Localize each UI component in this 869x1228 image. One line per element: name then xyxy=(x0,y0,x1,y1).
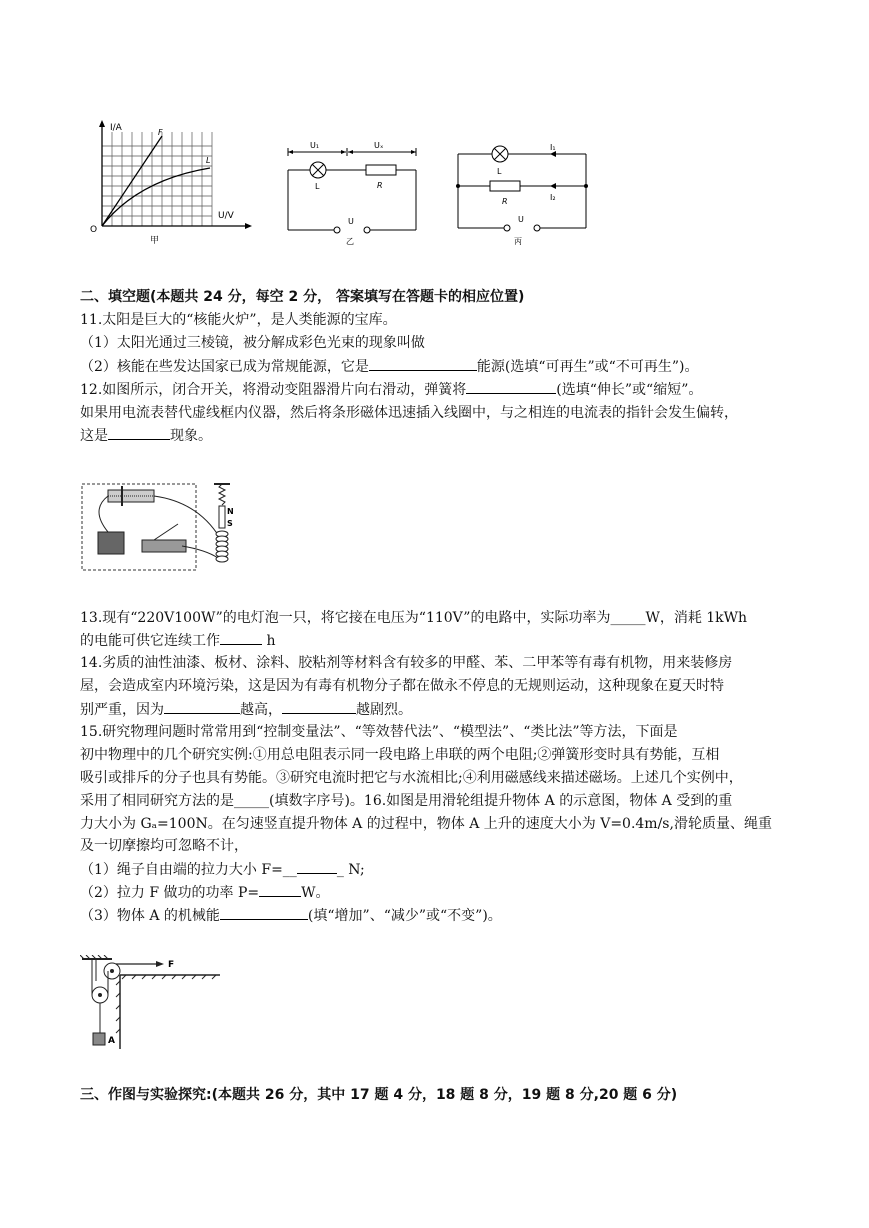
q16-part3-prefix: （3）物体 A 的机械能 xyxy=(80,908,220,924)
q16-part3 xyxy=(80,905,502,926)
answer-blank[interactable] xyxy=(220,630,262,645)
q13-text-c: h xyxy=(262,633,276,649)
y-axis-label: I/A xyxy=(110,123,122,133)
q16-part1 xyxy=(80,859,365,880)
q14-text-c: 别严重，因为 xyxy=(80,702,164,718)
series-circuit-figure xyxy=(282,138,422,250)
q14-line2: 屋，会造成室内环境污染，这是因为有毒有机物分子都在做永不停息的无规则运动，这种现象在夏天时特 xyxy=(80,678,724,694)
resistor-label: R xyxy=(377,181,383,190)
q12-text-b: (选填“伸长”或“缩短”。 xyxy=(556,382,703,398)
answer-blank[interactable] xyxy=(466,379,556,394)
q12-line2: 如果用电流表替代虚线框内仪器，然后将条形磁体迅速插入线圈中，与之相连的电流表的指针会发生偏转， xyxy=(80,405,738,421)
pulley-figure xyxy=(80,955,230,1051)
u1-label: U₁ xyxy=(310,141,320,150)
curve-l-label: L xyxy=(206,156,211,165)
lamp-label: L xyxy=(315,182,320,191)
q15-line5: 力大小为 Gₐ=100N。在匀速竖直提升物体 A 的过程中，物体 A 上升的速度大小为 V=0.4m/s,滑轮质量、绳重 xyxy=(80,816,772,832)
curve-f-label: F xyxy=(158,128,163,137)
q12-line1 xyxy=(80,379,702,400)
i1-label: I₁ xyxy=(550,143,556,152)
electromagnet-circuit-figure xyxy=(78,480,258,576)
x-axis-label: U/V xyxy=(218,211,234,221)
q11-part2-prefix: （2）核能在些发达国家已成为常规能源，它是 xyxy=(80,359,369,375)
section-2-heading: 二、填空题(本题共 24 分，每空 2 分， 答案填写在答题卡的相应位置) xyxy=(80,289,525,305)
switch xyxy=(142,540,186,552)
origin-label: O xyxy=(90,225,98,235)
q16-part1-prefix: （1）绳子自由端的拉力大小 F=__ xyxy=(80,862,297,878)
magnet-n-label: N xyxy=(227,507,234,516)
answer-blank[interactable] xyxy=(108,425,170,440)
q15-line6: 及一切摩擦均可忽略不计， xyxy=(80,838,248,854)
source-label: U xyxy=(348,217,354,226)
q16-part3-suffix: (填“增加”、“减少”或“不变”)。 xyxy=(307,908,502,924)
q16-part2-suffix: W。 xyxy=(301,885,330,901)
magnet-s-label: S xyxy=(227,519,233,528)
q12-text-e: 现象。 xyxy=(170,428,212,444)
battery xyxy=(98,532,124,554)
answer-blank[interactable] xyxy=(164,699,240,714)
figure-caption: 乙 xyxy=(346,237,354,246)
q16-part2-prefix: （2）拉力 F 做功的功率 P= xyxy=(80,885,260,901)
q15-line1: 15.研究物理问题时常常用到“控制变量法”、“等效替代法”、“模型法”、“类比法”等方法，下面是 xyxy=(80,724,678,740)
i2-label: I₂ xyxy=(550,193,556,202)
answer-blank[interactable] xyxy=(297,859,337,874)
parallel-circuit-figure xyxy=(450,140,592,250)
q12-text-a: 12.如图所示，闭合开关，将滑动变阻器滑片向右滑动，弹簧将 xyxy=(80,382,467,398)
answer-blank[interactable] xyxy=(259,882,301,897)
object-a-label: A xyxy=(108,1036,115,1046)
q11-part1: （1）太阳光通过三棱镜，被分解成彩色光束的现象叫做 xyxy=(80,335,425,351)
resistor-symbol xyxy=(366,165,396,175)
bar-magnet xyxy=(219,506,225,528)
q12-text-d: 这是 xyxy=(80,428,108,444)
answer-blank[interactable] xyxy=(282,699,356,714)
lamp-label: L xyxy=(497,167,502,176)
ux-label: Uₓ xyxy=(374,141,384,150)
figure-caption: 甲 xyxy=(150,236,160,246)
q13-text-b: 的电能可供它连续工作 xyxy=(80,633,220,649)
figure-caption: 丙 xyxy=(514,237,522,246)
q15-line2: 初中物理中的几个研究实例:①用总电阻表示同一段电路上串联的两个电阻;②弹簧形变时具有势能，互相 xyxy=(80,747,720,763)
source-label: U xyxy=(518,215,524,224)
object-a xyxy=(93,1033,105,1045)
answer-blank[interactable] xyxy=(369,356,477,371)
q13-line1: 13.现有“220V100W”的电灯泡一只，将它接在电压为“110V”的电路中，实际功率为_____W，消耗 1kWh xyxy=(80,610,748,626)
iu-graph-figure xyxy=(88,118,260,250)
resistor-label: R xyxy=(502,197,508,206)
q12-line3 xyxy=(80,425,212,446)
q16-part2 xyxy=(80,882,330,903)
q14-line3 xyxy=(80,699,412,720)
q11-part2-suffix: 能源(选填“可再生”或“不可再生”)。 xyxy=(476,359,699,375)
q14-text-e: 越剧烈。 xyxy=(356,702,412,718)
resistor-symbol xyxy=(490,181,520,191)
q11-stem: 11.太阳是巨大的“核能火炉”，是人类能源的宝库。 xyxy=(80,312,397,328)
answer-blank[interactable] xyxy=(220,905,308,920)
force-label: F xyxy=(168,960,175,970)
q16-part1-suffix: _ N; xyxy=(336,862,365,878)
q15-line3: 吸引或排斥的分子也具有势能。③研究电流时把它与水流相比;④利用磁感线来描述磁场。上述几个实例中， xyxy=(80,770,743,786)
q14-line1: 14.劣质的油性油漆、板材、涂料、胶粘剂等材料含有较多的甲醛、苯、二甲苯等有毒有机物，用来装修房 xyxy=(80,655,733,671)
q13-line2 xyxy=(80,630,275,651)
section-3-heading: 三、作图与实验探究:(本题共 26 分，其中 17 题 4 分，18 题 8 分，19 题 8 分,20 题 6 分) xyxy=(80,1087,678,1103)
q14-text-d: 越高， xyxy=(240,702,282,718)
q11-part2 xyxy=(80,356,698,377)
q15-line4: 采用了相同研究方法的是_____(填数字序号)。16.如图是用滑轮组提升物体 A 的示意图，物体 A 受到的重 xyxy=(80,793,733,809)
